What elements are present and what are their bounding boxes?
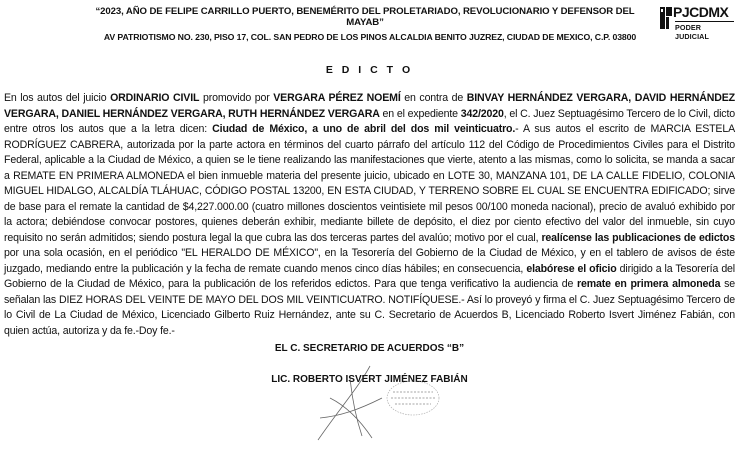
- body-text: en contra de: [400, 92, 467, 104]
- edict-body: [4, 91, 735, 339]
- body-text: se señalan las DIEZ HORAS DEL VEINTE DE MAYO DEL DOS MIL VEINTICUATRO. NOTIFÍQUESE.- Así lo proveyó y firma el C. Juez Septuagésimo Tercero de lo Civil de La Ciudad de México, Licenciado Gilberto Ruiz Hernández, ante su C. Secretario de Acuerdos B, Licenciado Roberto Isvert Jiménez Fabián, con quien actúa, autoriza y da fe.-Doy fe.-: [4, 278, 736, 337]
- body-bold: BINVAY HERNÁNDEZ VERGARA, DAVID HERNÁNDEZ VERGARA, DANIEL HERNÁNDEZ VERGARA, RUTH HERNÁNDEZ VERGARA: [4, 92, 735, 120]
- body-text: - A sus autos el escrito de MARCIA ESTELA RODRÍGUEZ CABRERA, autorizada por la parte actora en términos del cuarto párrafo del artículo 112 del Código de Procedimientos Civiles para el Distrito Federal, aplicable a la Ciudad de México, a quien se le tiene realizando las manifestaciones que vierte, atento a las mismas, como lo solicita, se manda a sacar a REMATE EN PRIMERA ALMONEDA el bien inmueble materia del presente juicio, ubicado en LOTE 30, MANZANA 101, DE LA CALLE FIDELIO, COLONIA MIGUEL HIDALGO, ALCALDÍA TLÁHUAC, CÓDIGO POSTAL 13200, EN ESTA CIUDAD, Y TERRENO SOBRE EL CUAL SE ENCUENTRA EDIFICADO; sirve de base para el remate la cantidad de $4,227.000.00 (cuatro millones doscientos veintisiete mil pesos 00/100 moneda nacional), precio de avaluó exhibido por la actora; debiéndose convocar postores, quienes deberán exhibir, mediante billete de depósito, el diez por ciento efectivo del valor del inmueble, sin cuyo requisito no serán admitidos; siendo postura legal la que cubra las dos terceras partes del avalúo; motivo por el cual,: [4, 123, 736, 244]
- document-title: E D I C T O: [325, 64, 414, 76]
- signatory-role: EL C. SECRETARIO DE ACUERDOS “B”: [274, 343, 465, 354]
- body-bold: elabórese el oficio: [526, 262, 617, 275]
- body-text: En los autos del juicio: [4, 92, 111, 104]
- header-address: AV PATRIOTISMO NO. 230, PISO 17, COL. SAN PEDRO DE LOS PINOS ALCALDIA BENITO JUZREZ, CIUDAD DE MEXICO, C.P. 03800: [103, 32, 637, 42]
- court-seal-stamp-icon: [383, 378, 443, 418]
- pjcdmx-logo-mark-icon: [659, 5, 674, 31]
- signatory-name: LIC. ROBERTO ISVERT JIMÉNEZ FABIÁN: [271, 374, 468, 385]
- body-bold: 342/2020: [460, 107, 504, 120]
- body-text: por una sola ocasión, en el periódico "EL HERALDO DE MÉXICO", en la Tesorería del Gobierno de la Ciudad de México, y en el tablero de avisos de éste juzgado, mediando entre la publicación y la fecha de remate cuando menos cinco días hábiles; en consecuencia,: [4, 247, 735, 275]
- body-text: en el expediente: [379, 107, 461, 120]
- body-text: promovido por: [199, 92, 274, 104]
- header-motto: “2023, AÑO DE FELIPE CARRILLO PUERTO, BENEMÉRITO DEL PROLETARIADO, REVOLUCIONARIO Y DEFENSOR DEL MAYAB”: [95, 6, 635, 28]
- logo-subtitle: PODER JUDICIAL: [675, 21, 734, 41]
- pjcdmx-logo: [659, 4, 734, 41]
- body-bold: Ciudad de México, a uno de abril del dos mil veinticuatro.: [212, 123, 516, 135]
- body-bold: realícense las publicaciones de edictos: [541, 231, 735, 244]
- body-text: dirigido a la Tesorería del Gobierno de la Ciudad de México, para la publicación de los referidos edictos. Para que tenga verificativo la audiencia de: [4, 262, 736, 290]
- body-bold: remate en primera almoneda: [577, 278, 721, 290]
- body-text: , el C. Juez Septuagésimo Tercero de lo Civil, dicto entre otros los autos que a la letra dicen:: [4, 107, 735, 135]
- body-bold: ORDINARIO CIVIL: [110, 92, 200, 104]
- body-bold: VERGARA PÉREZ NOEMÍ: [273, 92, 401, 104]
- logo-name: PJCDMX: [673, 4, 729, 20]
